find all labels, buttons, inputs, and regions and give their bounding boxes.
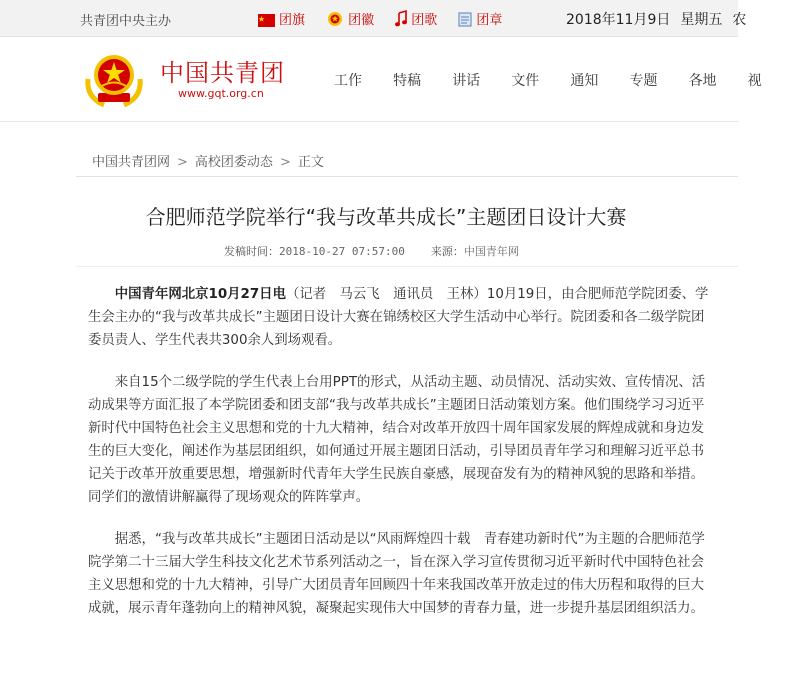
nav-notices[interactable]: 通知 — [570, 73, 599, 89]
top-bar — [0, 0, 747, 37]
topbar-link-charter-label: 团章 — [476, 13, 503, 28]
article-paragraph-text: 据悉，“我与改革共成长”主题团日活动是以“风雨辉煌四十载 青春建功新时代”为主题的合肥师范学院学第二十三届大学生科技文化艺术节系列活动之一，旨在深入学习宣传贯彻习近平新时代中国特色社会主义思想和党的十九大精神，引导广大团员青年回顾四十年来我国改革开放走过的伟大历程和取得的巨大成就，展示青年蓬勃向上的精神风貌，凝聚起实现伟大中国梦的青春力量，进一步提升基层团组织活力。 — [88, 532, 705, 616]
breadcrumb-separator: > — [279, 155, 291, 170]
article-paragraph — [88, 283, 712, 352]
article-title: 合肥师范学院举行“我与改革共成长”主题团日设计大赛 — [145, 205, 627, 229]
current-date — [566, 9, 756, 29]
publish-time-label: 发稿时间： — [224, 245, 279, 258]
topbar-link-emblem[interactable] — [326, 9, 374, 31]
breadcrumb-separator: > — [177, 155, 188, 170]
music-note-icon — [395, 11, 407, 31]
site-url[interactable]: www.gqt.org.cn — [178, 87, 264, 100]
article-paragraph-text: （记者 马云飞 通讯员 王林）10月19日，由合肥师范学院团委、学生会主办的“我与改革共成长”主题团日设计大赛在锦绣校区大学生活动中心举行。院团委和各二级学院团委员责人、学生代表共300余人到场观看。 — [88, 287, 709, 348]
nav-video[interactable]: 视 — [747, 73, 762, 89]
article-source: 中国青年网 — [463, 245, 519, 258]
topbar-link-flag[interactable] — [258, 9, 305, 31]
breadcrumb-home[interactable]: 中国共青团网 — [92, 155, 171, 170]
breadcrumb-current: 正文 — [297, 155, 324, 170]
article-dateline: 中国青年网北京10月27日电 — [114, 287, 286, 302]
meta-divider — [76, 266, 738, 267]
source-label: 来源： — [430, 245, 464, 258]
date-text: 2018年11月9日 — [566, 12, 671, 28]
breadcrumb-section[interactable]: 高校团委动态 — [194, 155, 273, 170]
article-paragraph-text: 来自15个二级学院的学生代表上台用PPT的形式，从活动主题、动员情况、活动实效、宣传情况、活动成果等方面汇报了本学院团委和团支部“我与改革共成长”主题团日活动策划方案。他们围绕学习习近平新时代中国特色社会主义思想和党的十九大精神，结合对改革开放四十周年国家发展的辉煌成就和身边发生的巨大变化，阐述作为基层团组织，如何通过开展主题团日活动，引导团员青年学习和理解习近平总书记关于改革开放重要思想，增强新时代青年大学生民族自豪感，展现奋发有为的精神风貌的思路和举措。同学们的激情讲解赢得了现场观众的阵阵掌声。 — [88, 375, 706, 505]
topbar-link-emblem-label: 团徽 — [348, 13, 375, 28]
nav-documents[interactable]: 文件 — [511, 73, 540, 89]
article-paragraph — [88, 528, 712, 620]
nav-work[interactable]: 工作 — [334, 73, 362, 89]
cyl-emblem-logo[interactable] — [80, 49, 148, 109]
publish-time: 2018-10-27 07:57:00 — [279, 245, 405, 258]
topbar-link-flag-label: 团旗 — [279, 13, 306, 28]
breadcrumb-divider — [76, 176, 738, 177]
nav-regions[interactable]: 各地 — [688, 73, 717, 89]
document-icon — [458, 12, 472, 31]
emblem-icon — [326, 11, 344, 31]
article-meta — [224, 243, 519, 259]
weekday-text: 星期五 — [680, 12, 723, 28]
nav-topics[interactable]: 专题 — [629, 73, 658, 89]
breadcrumb — [92, 151, 324, 170]
topbar-link-song-label: 团歌 — [411, 13, 438, 28]
topbar-link-charter[interactable] — [458, 9, 502, 31]
site-header — [0, 37, 762, 122]
flag-icon — [258, 14, 275, 31]
topbar-links — [258, 9, 518, 27]
nav-speeches[interactable]: 讲话 — [452, 73, 481, 89]
sponsor-text: 共青团中央主办 — [80, 14, 172, 29]
nav-features[interactable]: 特稿 — [393, 73, 422, 89]
article-body — [88, 283, 712, 639]
article-paragraph — [88, 371, 712, 509]
lunar-calendar-text: 农 — [732, 12, 747, 28]
topbar-link-song[interactable] — [395, 9, 437, 31]
site-name[interactable]: 中国共青团 — [160, 59, 285, 87]
main-nav — [334, 70, 788, 90]
